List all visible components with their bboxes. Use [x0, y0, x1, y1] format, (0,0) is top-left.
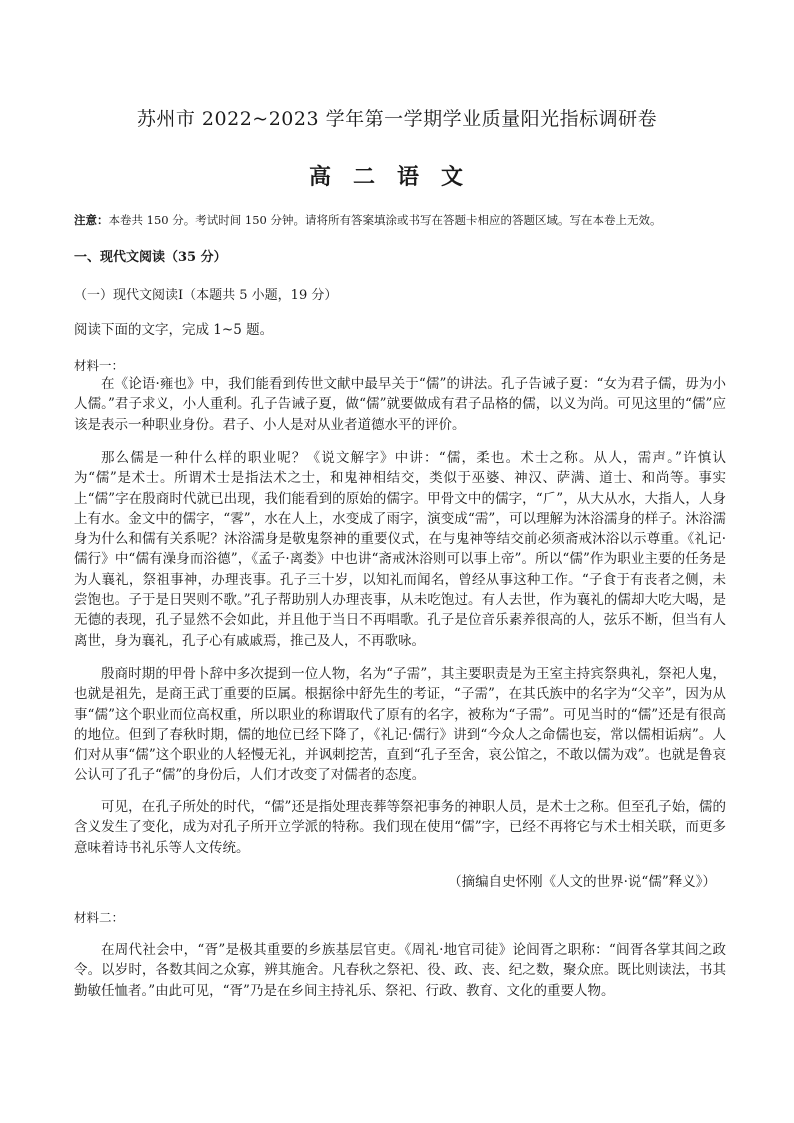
notice-text: 本卷共 150 分。考试时间 150 分钟。请将所有答案填涂或书写在答题卡相应的答题区域。写在本卷上无效。: [108, 213, 662, 227]
material-one-paragraph: 在《论语·雍也》中，我们能看到传世文献中最早关于“儒”的讲法。孔子告诫子夏：“女为君子儒，毋为小人儒。”君子求义，小人重利。孔子告诫子夏，做“儒”就要做成有君子品格的儒，以义为尚。可见这里的“儒”应该是表示一种职业身份。君子、小人是对从业者道德水平的评价。: [74, 376, 726, 433]
material-one-paragraph: 那么儒是一种什么样的职业呢？《说文解字》中讲：“儒，柔也。术士之称。从人，需声。”许慎认为“儒”是术士。所谓术士是指法术之士，和鬼神相结交，类似于巫婆、神汉、萨满、道士、和尚等。事实上“儒”字在殷商时代就已出现，我们能看到的原始的儒字。甲骨文中的儒字，“𠂆”，从大从水，大指人，人身上有水。金文中的儒字，“𩂣”，水在人上，水变成了雨字，演变成“需”，可以理解为沐浴濡身的样子。沐浴濡身为什么和儒有关系呢？沐浴濡身是敬鬼祭神的重要仪式，在与鬼神等结交前必须斋戒沐浴以示尊重。《礼记·儒行》中“儒有澡身而浴德”，《孟子·离娄》中也讲“斋戒沐浴则可以事上帝”。所以“儒”作为职业主要的任务是为人襄礼，祭祖事神，办理丧事。孔子三十岁，以知礼而闻名，曾经从事这种工作。“子食于有丧者之侧，未尝饱也。子于是日哭则不歌。”孔子帮助别人办理丧事，从未吃饱过。有人去世，作为襄礼的儒却大吃大喝，是无德的表现，孔子显然不会如此，并且他于当日不再唱歌。孔子是位音乐素养很高的人，弦乐不断，但当有人离世，身为襄礼，孔子心有戚戚焉，推己及人，不再歌咏。: [74, 450, 726, 649]
subject-title: 高二语文: [308, 164, 485, 190]
material-one-source: （摘编自史怀刚《人文的世界·说“儒”释义》）: [448, 874, 716, 890]
exam-notice: [74, 212, 764, 228]
exam-title: 苏州市 2022~2023 学年第一学期学业质量阳光指标调研卷: [136, 108, 658, 130]
section-heading: 一、现代文阅读（35 分）: [74, 250, 227, 265]
sub-section-heading: （一）现代文阅读Ⅰ（本题共 5 小题，19 分）: [74, 288, 338, 303]
material-two-label: 材料二：: [74, 910, 125, 925]
material-two-paragraph: 在周代社会中，“胥”是极其重要的乡族基层官吏。《周礼·地官司徒》论闾胥之职称：“闾胥各掌其闾之政令。以岁时，各数其闾之众寡，辨其施舍。凡春秋之祭祀、役、政、丧、纪之数，聚众庶。既比则读法，书其勤敏任恤者。”由此可见，“胥”乃是在乡间主持礼乐、祭祀、行政、教育、文化的重要人物。: [74, 942, 726, 999]
material-one-paragraph: 可见，在孔子所处的时代，“儒”还是指处理丧葬等祭祀事务的神职人员，是术士之称。但至孔子始，儒的含义发生了变化，成为对孔子所开立学派的特称。我们现在使用“儒”字，已经不再将它与术士相关联，而更多意味着诗书礼乐等人文传统。: [74, 799, 726, 856]
material-one-paragraph: 殷商时期的甲骨卜辞中多次提到一位人物，名为“子需”，其主要职责是为王室主持宾祭典礼，祭祀人鬼，也就是祖先，是商王武丁重要的臣属。根据徐中舒先生的考证，“子需”，在其氏族中的名字为“父辛”，因为从事“儒”这个职业而位高权重，所以职业的称谓取代了原有的名字，被称为“子需”。可见当时的“儒”还是有很高的地位。但到了春秋时期，儒的地位已经下降了，《礼记·儒行》讲到“今众人之命儒也妄，常以儒相诟病”。人们对从事“儒”这个职业的人轻慢无礼，并讽刺挖苦，直到“孔子至舍，哀公馆之，不敢以儒为戏”。也就是鲁哀公认可了孔子“儒”的身份后，人们才改变了对儒者的态度。: [74, 666, 726, 784]
notice-label: 注意：: [74, 213, 109, 227]
material-one-label: 材料一：: [74, 358, 125, 373]
reading-instruction: 阅读下面的文字，完成 1~5 题。: [74, 322, 274, 338]
